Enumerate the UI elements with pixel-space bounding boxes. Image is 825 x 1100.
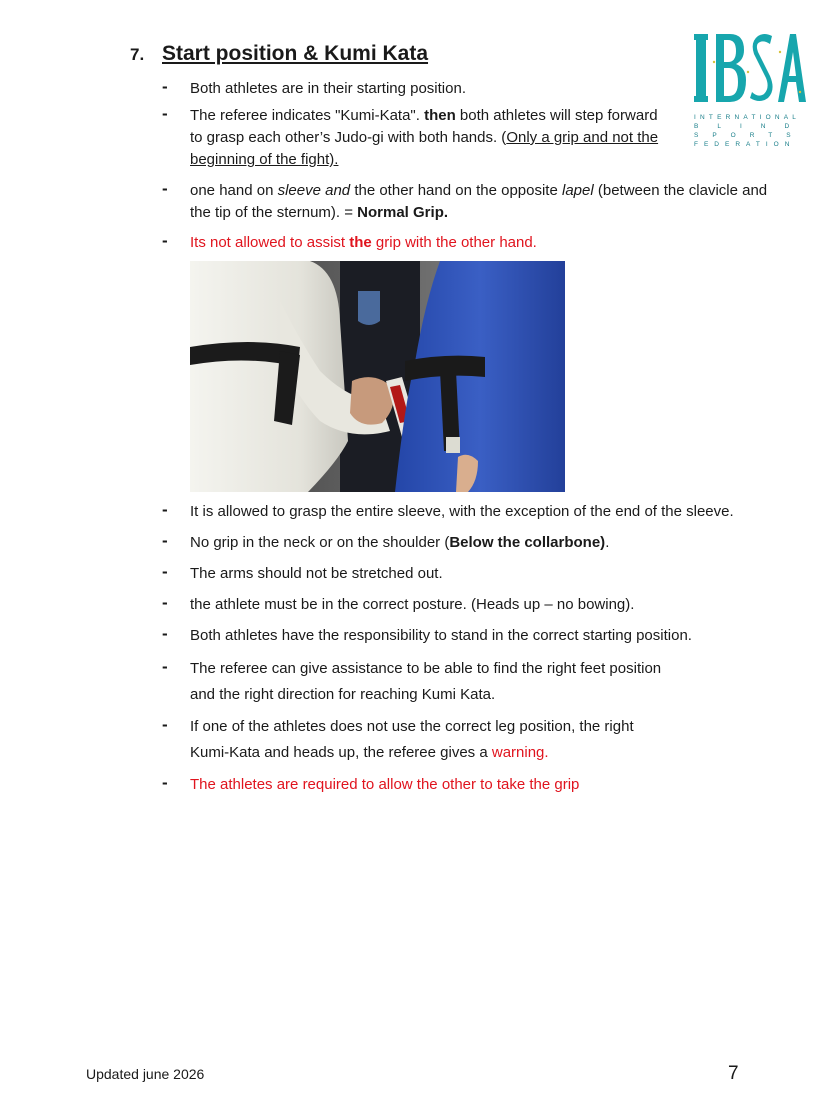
judo-grip-illustration — [190, 261, 565, 492]
dash-bullet: - — [162, 231, 168, 250]
dash-bullet: - — [162, 179, 168, 198]
section-number: 7. — [130, 45, 145, 64]
text-run-bold: then — [424, 107, 456, 124]
logo-line-3: SPORTS — [694, 132, 805, 139]
bullet-text — [190, 105, 660, 171]
list-item — [160, 656, 770, 708]
dash-bullet: - — [162, 593, 168, 612]
dash-bullet: - — [162, 104, 168, 123]
bullet-text: Both athletes have the responsibility to stand in the correct starting position. — [190, 627, 692, 644]
dash-bullet: - — [162, 657, 168, 676]
dash-bullet: - — [162, 773, 168, 792]
list-item — [160, 625, 770, 647]
bullet-text-line: The referee can give assistance to be able to find the right feet position — [190, 660, 662, 677]
logo-line-2: BLIND — [694, 123, 809, 130]
list-item — [160, 774, 770, 796]
list-item — [160, 532, 770, 554]
text-run-warning: warning. — [491, 744, 549, 761]
text-run: the other hand on the opposite — [350, 182, 562, 199]
section-title: Start position & Kumi Kata — [162, 42, 429, 65]
text-run: No grip in the neck or on the shoulder ( — [190, 534, 450, 551]
bullet-text: The arms should not be stretched out. — [190, 565, 443, 582]
text-run: grip with the other hand. — [371, 234, 537, 251]
footer-updated: Updated june 2026 — [86, 1066, 205, 1082]
text-run: one hand on — [190, 182, 278, 199]
text-run: Kumi-Kata and heads up, the referee gives a — [190, 744, 492, 761]
text-run: (between the clavicle and the tip of the sternum). = — [190, 182, 768, 221]
text-run: . — [605, 534, 610, 551]
list-item — [160, 714, 770, 766]
text-run-underlined: Only a grip and not the beginning of the fight). — [190, 129, 659, 168]
dash-bullet: - — [162, 500, 168, 519]
logo-line-1: INTERNATIONAL — [694, 114, 801, 121]
dash-bullet: - — [162, 715, 168, 734]
list-item — [160, 563, 770, 585]
text-run: Its not allowed to assist — [190, 234, 350, 251]
bullet-text-line: If one of the athletes does not use the correct leg position, the right — [190, 718, 634, 735]
bullet-text — [190, 232, 770, 254]
dash-bullet: - — [162, 562, 168, 581]
list-item — [160, 105, 770, 171]
list-item — [160, 594, 770, 616]
bullet-text — [190, 180, 775, 224]
dash-bullet: - — [162, 77, 168, 96]
list-item — [160, 180, 770, 224]
page-number: 7 — [728, 1063, 739, 1084]
dash-bullet: - — [162, 531, 168, 550]
kumi-kata-photo — [190, 261, 565, 492]
section-heading — [130, 42, 428, 66]
text-run-bold: the — [349, 234, 372, 251]
bullet-list-continued — [160, 501, 770, 796]
bullet-text — [190, 532, 770, 554]
list-item — [160, 501, 770, 523]
list-item — [160, 78, 770, 100]
bullet-text: It is allowed to grasp the entire sleeve, with the exception of the end of the sleeve. — [190, 503, 734, 520]
bullet-text-line: and the right direction for reaching Kumi Kata. — [190, 686, 496, 703]
bullet-text: Both athletes are in their starting position. — [190, 80, 466, 97]
bullet-text: The athletes are required to allow the other to take the grip — [190, 776, 580, 793]
bullet-list — [160, 78, 770, 254]
text-run-bold: Normal Grip. — [357, 204, 449, 221]
list-item — [160, 232, 770, 254]
text-run-bold: Below the collarbone) — [449, 534, 606, 551]
text-run-italic: lapel — [562, 182, 594, 199]
text-run: both athletes will step forward to grasp each other’s Judo-gi with both hands. ( — [190, 107, 658, 146]
dash-bullet: - — [162, 624, 168, 643]
text-run-italic: sleeve and — [277, 182, 351, 199]
text-run: The referee indicates "Kumi-Kata". — [190, 107, 425, 124]
bullet-text: the athlete must be in the correct posture. (Heads up – no bowing). — [190, 596, 635, 613]
logo-line-4: FEDERATION — [694, 141, 796, 148]
bullet-text-line — [190, 740, 770, 766]
